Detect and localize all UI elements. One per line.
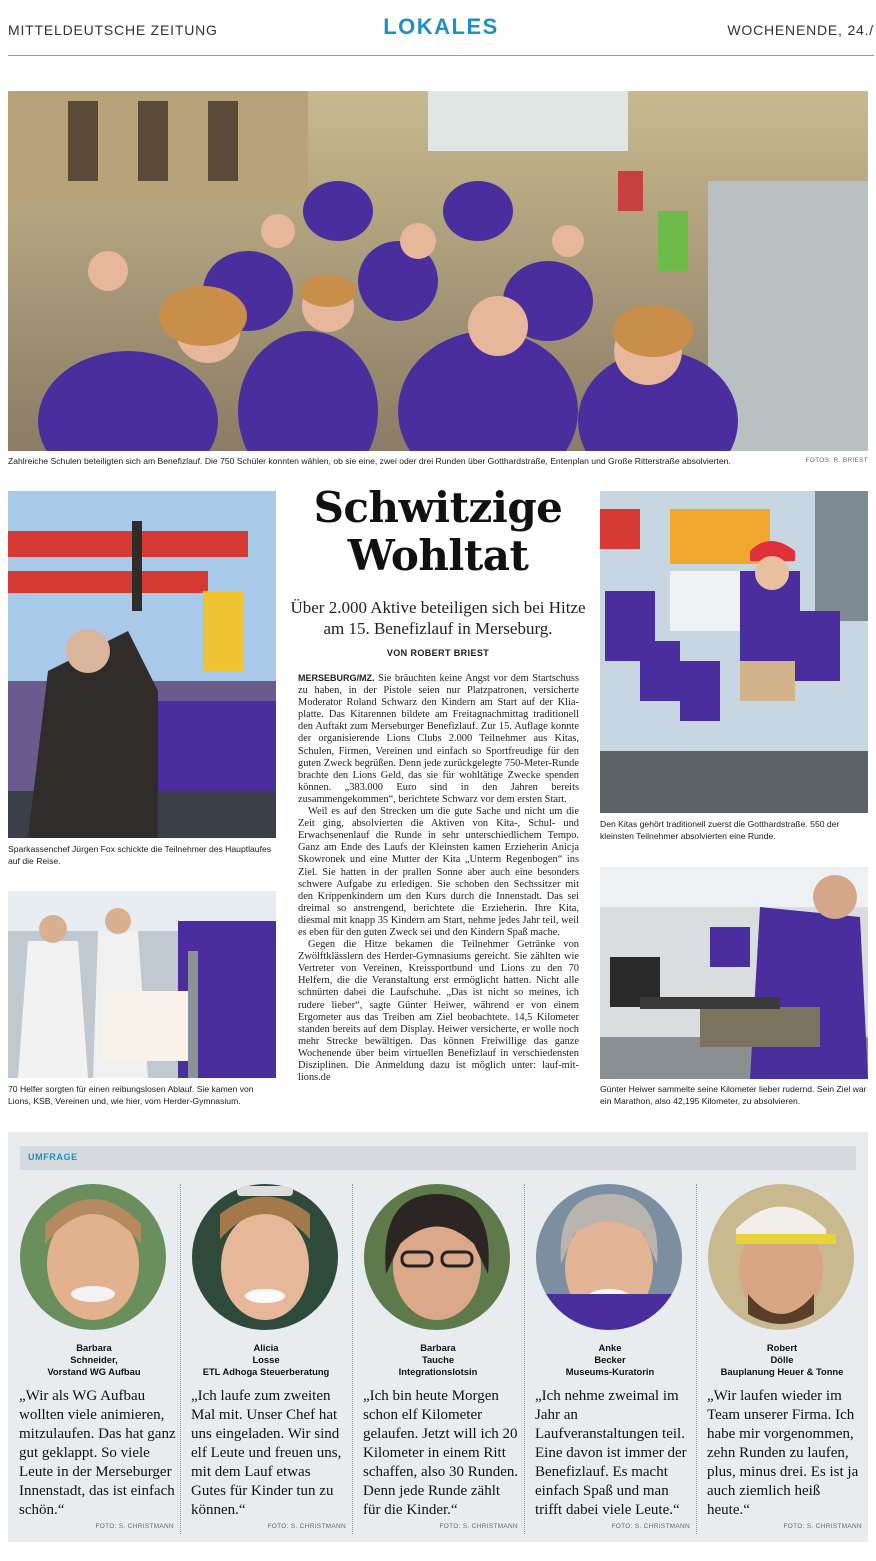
person-quote: „Wir als WG Aufbau wollten viele animieren, mitzulaufen. Das hat ganz gut geklappt. So viele Leute in der Merseburger Innenstadt, das ist einfach schön.“ — [19, 1388, 176, 1518]
person-last-name: Losse — [252, 1354, 280, 1365]
survey-label: UMFRAGE — [28, 1152, 78, 1162]
section-title: LOKALES — [383, 14, 499, 39]
survey-entry-3 — [352, 1184, 524, 1534]
photo-kitas — [600, 491, 868, 813]
person-name-role — [696, 1342, 868, 1378]
headline-line-1: Schwitzige — [313, 483, 563, 532]
survey-entry-1 — [8, 1184, 180, 1534]
person-last-name: Becker — [594, 1354, 626, 1365]
person-quote: „Wir laufen wieder im Team unserer Firma. Ich habe mir vorgenommen, zehn Runden zu laufen, plus, minus drei. Es ist ja auch ziemlich heiß heute.“ — [707, 1388, 859, 1518]
person-name-role — [524, 1342, 696, 1378]
person-first-name: Robert — [766, 1342, 798, 1353]
masthead-divider — [8, 55, 874, 56]
masthead — [8, 14, 874, 54]
article-paragraph-1 — [298, 672, 579, 806]
person-quote: „Ich bin heute Morgen schon elf Kilometer gelaufen. Jetzt will ich 20 Kilometer in einem Ritt schaffen, also 30 Runden. Denn jede Runde zählt für die Kinder.“ — [363, 1388, 519, 1518]
survey-entry-5 — [696, 1184, 868, 1534]
portrait-anke-becker — [536, 1184, 682, 1330]
person-quote: „Ich laufe zum zweiten Mal mit. Unser Chef hat uns eingeladen. Wir sind elf Leute und freuen uns, mit dem Lauf etwas Gutes für Kinder tun zu können.“ — [191, 1388, 342, 1518]
portrait-credit: FOTO: S. CHRISTMANN — [439, 1523, 518, 1530]
person-name-role — [180, 1342, 352, 1378]
portrait-credit: FOTO: S. CHRISTMANN — [783, 1523, 862, 1530]
person-role: Integrationslotsin — [398, 1366, 478, 1377]
portrait-barbara-tauche — [364, 1184, 510, 1330]
person-quote: „Ich nehme zweimal im Jahr an Laufveranstaltungen teil. Eine davon ist immer der Benefizlauf. Es macht einfach Spaß und man trifft dabei viele Leute.“ — [535, 1388, 687, 1518]
photo-credit: FOTOS: R. BRIEST — [805, 457, 868, 464]
helpers-photo-caption: 70 Helfer sorgten für einen reibungslosen Ablauf. Sie kamen von Lions, KSB, Vereinen und, wie hier, vom Herder-Gymnasium. — [8, 1084, 254, 1106]
person-first-name: Alicia — [253, 1342, 279, 1353]
rower-photo-caption: Günter Heiwer sammelte seine Kilometer lieber rudernd. Sein Ziel war ein Marathon, also 42,195 Kilometer, zu absolvieren. — [600, 1084, 867, 1106]
portrait-robert-doelle — [708, 1184, 854, 1330]
survey-entry-4 — [524, 1184, 696, 1534]
article-headline — [290, 484, 586, 580]
photo-start-signal — [8, 491, 276, 838]
person-role: ETL Adhoga Steuerberatung — [202, 1366, 330, 1377]
article-byline: VON ROBERT BRIEST — [386, 648, 490, 658]
person-last-name: Tauche — [421, 1354, 455, 1365]
person-name-role — [352, 1342, 524, 1378]
main-photo-caption — [8, 455, 868, 467]
survey-entry-2 — [180, 1184, 352, 1534]
person-role: Bauplanung Heuer & Tonne — [720, 1366, 844, 1377]
main-photo-runners — [8, 91, 868, 451]
person-first-name: Anke — [598, 1342, 622, 1353]
article-paragraph-3: Gegen die Hitze bekamen die Teilnehmer Getränke von Zwölftklässlern des Herder-Gymnasiums gereicht. Sie zählten wie Vertreter von Vereinen, Kreissportbund und Lions zu den 70 Helfern, die die Veranstaltung erst ermöglicht hatten. Nicht alle schnürten dabei die Laufschuhe. „Das ist nicht so meines, ich rudere lieber“, sagte Günter Heiwer, während er von einem Ergometer aus das Treiben am Ziel beobachtete. 14,5 Kilometer standen bereits auf dem Display. Heiwer versicherte, er wolle noch mehr Strecke bewältigen. Das können Freiwillige das ganze Wochenende über beim virtuellen Benefizlauf in verschiedensten Disziplinen. Die Anmeldung dazu ist möglich unter: lauf-mit-lions.de — [298, 939, 579, 1084]
portrait-credit: FOTO: S. CHRISTMANN — [611, 1523, 690, 1530]
person-last-name: Schneider, — [70, 1354, 118, 1365]
person-name-role — [8, 1342, 180, 1378]
survey-box — [8, 1132, 868, 1542]
survey-header-bar — [20, 1146, 856, 1170]
person-role: Vorstand WG Aufbau — [47, 1366, 141, 1377]
person-first-name: Barbara — [420, 1342, 456, 1353]
main-caption-text: Zahlreiche Schulen beteiligten sich am Benefizlauf. Die 750 Schüler konnten wählen, ob sie eine, zwei oder drei Runden über Gotthardstraße, Entenplan und Große Ritterstraße absolvierten. — [8, 456, 731, 466]
portrait-credit: FOTO: S. CHRISTMANN — [267, 1523, 346, 1530]
article-dateline: MERSEBURG/MZ. — [298, 673, 375, 683]
newspaper-name: MITTELDEUTSCHE ZEITUNG — [8, 22, 218, 38]
photo-rower — [600, 867, 868, 1079]
person-first-name: Barbara — [76, 1342, 112, 1353]
person-role: Museums-Kuratorin — [565, 1366, 655, 1377]
portrait-barbara-schneider — [20, 1184, 166, 1330]
headline-line-2: Wohltat — [347, 531, 529, 580]
portrait-credit: FOTO: S. CHRISTMANN — [95, 1523, 174, 1530]
start-photo-caption: Sparkassenchef Jürgen Fox schickte die Teilnehmer des Hauptlaufes auf die Reise. — [8, 844, 272, 866]
issue-date: WOCHENENDE, 24./ — [727, 22, 874, 38]
photo-helpers — [8, 891, 276, 1078]
person-last-name: Dölle — [770, 1354, 794, 1365]
kitas-photo-caption: Den Kitas gehört traditionell zuerst die Gotthardstraße. 550 der kleinsten Teilnehmer absolvierten eine Runde. — [600, 819, 840, 841]
paragraph-1-text: Sie bräuchten keine Angst vor dem Startschuss zu haben, in der Pistole seien nur Platzpatronen, versicherte Moderator Roland Schwarz den Kindern am Start auf der Kliaplatte. Das Kitarennen bildete am Freitagnachmittag traditionell den Auftakt zum Merseburger Benefizlauf. Zur 15. Auflage konnte der organisierende Lions Clubs 2.000 Teilnehmer aus Kitas, Schulen, Firmen, Vereinen und einfach so Sportfreudige für den guten Zweck begrüßen. Denn jede zurückgelegte 750-Meter-Runde brachte den Lions Geld, das sie für wohltätige Zwecke spenden können. „383.000 Euro sind in den Jahren bereits zusammengekommen“, berichtete Schwarz vor dem ersten Start. — [298, 673, 579, 805]
portrait-alicia-losse — [192, 1184, 338, 1330]
article-subhead: Über 2.000 Aktive beteiligen sich bei Hitze am 15. Benefizlauf in Merseburg. — [290, 598, 586, 638]
article-body — [298, 672, 579, 1084]
article-paragraph-2: Weil es auf den Strecken um die gute Sache und nicht um die Zeit ging, absolvierten die Aktiven von Kita-, Schul- und Erwachsenenlauf die Runde in sehr unterschiedlichem Tempo. Ganz am Ende des Laufs der Kleinsten kamen Erzieherin Anicja Skowronek und eine Mutter der Kita „Unterm Regenbogen“ ins Ziel. Sie hatten in der prallen Sonne aber auch eine besonders schwere Aufgabe zu erledigen. Sie schoben den Sechssitzer mit den Krippenkindern um den Kurs durch die Innenstadt. Das sei dreimal so anstrengend, berichtete die Erzieherin. Ihre Kita, diesmal mit knapp 35 Kindern am Start, nehme jedes Jahr teil, weil es eben für den guten Zweck sei und den Kindern Spaß mache. — [298, 806, 579, 938]
